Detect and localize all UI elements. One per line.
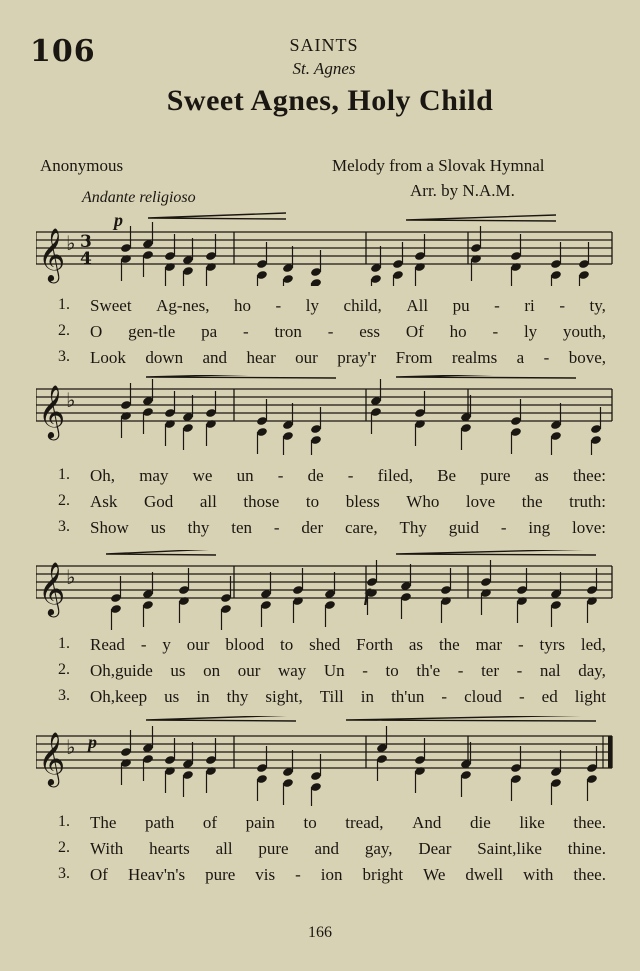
lyric-syllable: ion <box>320 865 343 884</box>
lyric-syllable: Saint,like <box>477 839 542 858</box>
lyric-syllable: ten <box>231 518 252 537</box>
lyric-syllable: youth, <box>563 322 606 341</box>
lyric-syllable: thee: <box>572 466 606 485</box>
lyric-syllable: - <box>516 661 523 680</box>
lyric-syllable: may <box>139 466 169 485</box>
lyric-syllable: as <box>534 466 549 485</box>
lyric-syllable: From <box>395 348 433 367</box>
hairpin-mark <box>146 375 336 378</box>
lyric-syllable: bright <box>362 865 404 884</box>
lyric-line <box>90 687 606 707</box>
flat-sign-icon: ♭ <box>66 231 76 255</box>
lyric-syllable: to <box>385 661 399 680</box>
flat-sign-icon: ♭ <box>66 735 76 759</box>
lyric-syllable: gay, <box>364 839 393 858</box>
lyric-syllable: day, <box>578 661 606 680</box>
lyric-syllable: O <box>90 322 103 341</box>
hairpin-mark <box>346 716 596 721</box>
lyric-syllable: ly <box>305 296 319 315</box>
lyric-syllable: th'e <box>416 661 441 680</box>
lyric-syllable: Till <box>319 687 344 706</box>
lyric-syllable: us <box>164 687 180 706</box>
verse-number: 1. <box>58 635 70 652</box>
lyric-syllable: Sweet <box>90 296 132 315</box>
lyric-syllable: a <box>516 348 525 367</box>
lyric-syllable: in <box>360 687 375 706</box>
verse-number: 2. <box>58 322 70 339</box>
lyric-syllable: ty, <box>589 296 606 315</box>
hairpin-mark <box>148 213 286 219</box>
lyric-syllable: pray'r <box>337 348 377 367</box>
lyric-syllable: sight, <box>265 687 303 706</box>
lyric-syllable: on <box>203 661 221 680</box>
dynamic-piano-1: p <box>114 210 123 230</box>
treble-clef-icon: 𝄞 <box>38 561 66 615</box>
lyric-line <box>90 839 606 859</box>
lyric-line <box>90 492 606 512</box>
lyric-syllable: shed <box>309 635 341 654</box>
lyric-syllable: us <box>150 518 166 537</box>
lyric-syllable: to <box>305 492 320 511</box>
lyric-syllable: Oh, <box>90 466 116 485</box>
lyric-syllable: ing <box>528 518 551 537</box>
lyric-line <box>90 635 606 655</box>
lyric-syllable: tron <box>274 322 302 341</box>
flat-sign-icon: ♭ <box>66 388 76 412</box>
lyric-syllable: thee. <box>573 813 606 832</box>
lyric-syllable: pure <box>258 839 289 858</box>
lyric-syllable: Un <box>323 661 345 680</box>
lyric-syllable: Heav'n's <box>127 865 186 884</box>
verse-number: 3. <box>58 865 70 882</box>
lyric-syllable: th'un <box>391 687 425 706</box>
lyric-syllable: love <box>465 492 496 511</box>
verse-number: 1. <box>58 466 70 483</box>
lyric-syllable: ess <box>359 322 381 341</box>
lyric-syllable: And <box>412 813 442 832</box>
lyric-syllable: pa <box>201 322 218 341</box>
music-system-3 <box>36 550 616 630</box>
lyric-line <box>90 466 606 486</box>
lyric-syllable: - <box>559 296 565 315</box>
lyric-syllable: ter <box>481 661 499 680</box>
music-system-2 <box>36 375 616 455</box>
tune-name: St. Agnes <box>292 59 356 78</box>
verse-number: 2. <box>58 839 70 856</box>
lyric-syllable: ly <box>523 322 538 341</box>
lyric-syllable: - <box>517 635 524 654</box>
hairpin-mark <box>406 215 556 221</box>
lyric-syllable: of <box>202 813 218 832</box>
lyric-syllable: die <box>469 813 491 832</box>
dynamic-forte-3: f <box>364 585 370 605</box>
verse-number: 1. <box>58 296 70 313</box>
lyric-syllable: Thy <box>399 518 427 537</box>
lyric-syllable: - <box>518 687 525 706</box>
lyric-syllable: Oh,guide <box>90 661 153 680</box>
lyric-syllable: like <box>519 813 545 832</box>
lyric-syllable: realms <box>451 348 498 367</box>
lyric-syllable: care, <box>345 518 378 537</box>
lyric-syllable: der <box>301 518 324 537</box>
lyric-syllable: Forth <box>356 635 393 654</box>
lyric-syllable: down <box>145 348 184 367</box>
lyric-syllable: thee. <box>573 865 606 884</box>
verse-number: 2. <box>58 492 70 509</box>
lyric-syllable: the <box>438 635 460 654</box>
lyric-syllable: - <box>275 296 282 315</box>
lyric-syllable: ho <box>234 296 251 315</box>
lyric-syllable: ri <box>524 296 535 315</box>
lyric-syllable: pain <box>245 813 275 832</box>
lyric-syllable: ho <box>449 322 467 341</box>
lyric-syllable: our <box>295 348 318 367</box>
lyric-line <box>90 518 606 538</box>
lyric-syllable: as <box>408 635 424 654</box>
lyric-syllable: blood <box>225 635 265 654</box>
tempo-marking: Andante religioso <box>82 189 196 206</box>
music-system-4 <box>36 716 616 806</box>
lyric-syllable: filed, <box>377 466 414 485</box>
lyric-line <box>90 813 606 833</box>
lyric-syllable: all <box>199 492 217 511</box>
lyric-syllable: Ask <box>90 492 118 511</box>
lyric-syllable: bove, <box>568 348 606 367</box>
lyric-syllable: and <box>314 839 339 858</box>
lyric-syllable: - <box>457 661 464 680</box>
lyric-syllable: The <box>90 813 117 832</box>
arranger-credit: Arr. by N.A.M. <box>410 181 515 200</box>
lyric-line <box>90 348 606 368</box>
lyric-syllable: - <box>327 322 334 341</box>
lyric-syllable: hearts <box>149 839 190 858</box>
hymn-number: 106 <box>30 34 96 69</box>
lyric-syllable: tread, <box>345 813 384 832</box>
flat-sign-icon: ♭ <box>66 565 76 589</box>
lyric-syllable: Dear <box>418 839 452 858</box>
lyric-syllable: Oh,keep <box>90 687 148 706</box>
lyric-syllable: those <box>243 492 280 511</box>
lyric-syllable: All <box>406 296 429 315</box>
lyric-syllable: truth: <box>569 492 606 511</box>
lyric-syllable: - <box>277 466 284 485</box>
time-signature-bottom: 4 <box>80 249 92 269</box>
lyric-syllable: tyrs <box>539 635 566 654</box>
lyric-line <box>90 322 606 342</box>
lyric-syllable: - <box>500 518 507 537</box>
lyric-syllable: child, <box>343 296 382 315</box>
lyric-syllable: With <box>90 839 124 858</box>
lyric-syllable: all <box>215 839 233 858</box>
lyric-line <box>90 296 606 316</box>
lyric-syllable: Who <box>406 492 440 511</box>
lyric-syllable: Show <box>90 518 129 537</box>
author-credit: Anonymous <box>40 156 124 175</box>
lyric-syllable: with <box>523 865 554 884</box>
treble-clef-icon: 𝄞 <box>38 731 66 785</box>
verse-number: 1. <box>58 813 70 830</box>
lyric-syllable: Ag-nes, <box>156 296 210 315</box>
lyric-syllable: - <box>243 322 249 341</box>
lyric-syllable: thy <box>187 518 210 537</box>
lyric-syllable: thine. <box>567 839 606 858</box>
verse-number: 2. <box>58 661 70 678</box>
time-signature-top: 3 <box>80 232 92 252</box>
lyric-line <box>90 661 606 681</box>
lyric-syllable: we <box>192 466 213 485</box>
lyric-syllable: - <box>273 518 280 537</box>
lyric-syllable: Look <box>90 348 126 367</box>
lyric-syllable: - <box>362 661 368 680</box>
lyric-syllable: bless <box>345 492 380 511</box>
music-system-1 <box>36 206 616 286</box>
lyric-syllable: gen-tle <box>128 322 176 341</box>
treble-clef-icon: 𝄞 <box>38 227 66 281</box>
hairpin-mark <box>396 375 576 378</box>
lyric-line <box>90 865 606 885</box>
lyric-syllable: pure <box>205 865 236 884</box>
lyric-syllable: - <box>494 296 500 315</box>
lyric-syllable: hear <box>246 348 276 367</box>
lyric-syllable: cloud <box>464 687 502 706</box>
hymn-title: Sweet Agnes, Holy Child <box>166 84 494 117</box>
lyric-syllable: Be <box>437 466 457 485</box>
lyric-syllable: Read <box>90 635 125 654</box>
lyric-syllable: in <box>196 687 210 706</box>
lyric-syllable: led, <box>580 635 606 654</box>
lyric-syllable: us <box>170 661 186 680</box>
lyric-syllable: to <box>279 635 294 654</box>
lyric-syllable: love: <box>571 518 606 537</box>
lyric-syllable: Of <box>405 322 424 341</box>
lyric-syllable: light <box>574 687 606 706</box>
lyric-syllable: God <box>143 492 174 511</box>
hairpin-mark <box>396 550 596 555</box>
lyric-syllable: way <box>277 661 307 680</box>
lyric-syllable: de <box>307 466 324 485</box>
lyric-syllable: - <box>543 348 550 367</box>
hairpin-mark <box>106 550 216 555</box>
lyric-syllable: dwell <box>465 865 504 884</box>
section-heading: SAINTS <box>289 35 359 55</box>
lyric-syllable: pure <box>480 466 511 485</box>
lyric-syllable: - <box>441 687 448 706</box>
lyric-syllable: We <box>423 865 446 884</box>
final-bar-line <box>608 736 612 768</box>
melody-credit: Melody from a Slovak Hymnal <box>332 156 545 175</box>
lyric-syllable: mar <box>475 635 503 654</box>
verse-number: 3. <box>58 348 70 365</box>
hairpin-mark <box>146 716 296 721</box>
lyric-syllable: vis <box>255 865 276 884</box>
lyric-syllable: un <box>236 466 254 485</box>
dynamic-piano-4: p <box>88 732 97 752</box>
lyric-syllable: Of <box>90 865 108 884</box>
lyric-syllable: - <box>347 466 354 485</box>
lyric-syllable: nal <box>539 661 561 680</box>
lyric-syllable: to <box>303 813 317 832</box>
lyric-syllable: thy <box>226 687 249 706</box>
page-number: 166 <box>308 924 332 941</box>
lyric-syllable: and <box>202 348 228 367</box>
lyric-syllable: - <box>140 635 147 654</box>
lyric-syllable: our <box>237 661 261 680</box>
verse-number: 3. <box>58 687 70 704</box>
treble-clef-icon: 𝄞 <box>38 384 66 438</box>
lyric-syllable: path <box>145 813 175 832</box>
lyric-syllable: the <box>521 492 543 511</box>
lyric-syllable: our <box>186 635 210 654</box>
lyric-syllable: pu <box>452 296 470 315</box>
lyric-syllable: - <box>295 865 301 884</box>
lyric-syllable: ed <box>541 687 558 706</box>
lyric-syllable: y <box>162 635 171 654</box>
verse-number: 3. <box>58 518 70 535</box>
lyric-syllable: - <box>492 322 499 341</box>
lyric-syllable: guid <box>448 518 479 537</box>
